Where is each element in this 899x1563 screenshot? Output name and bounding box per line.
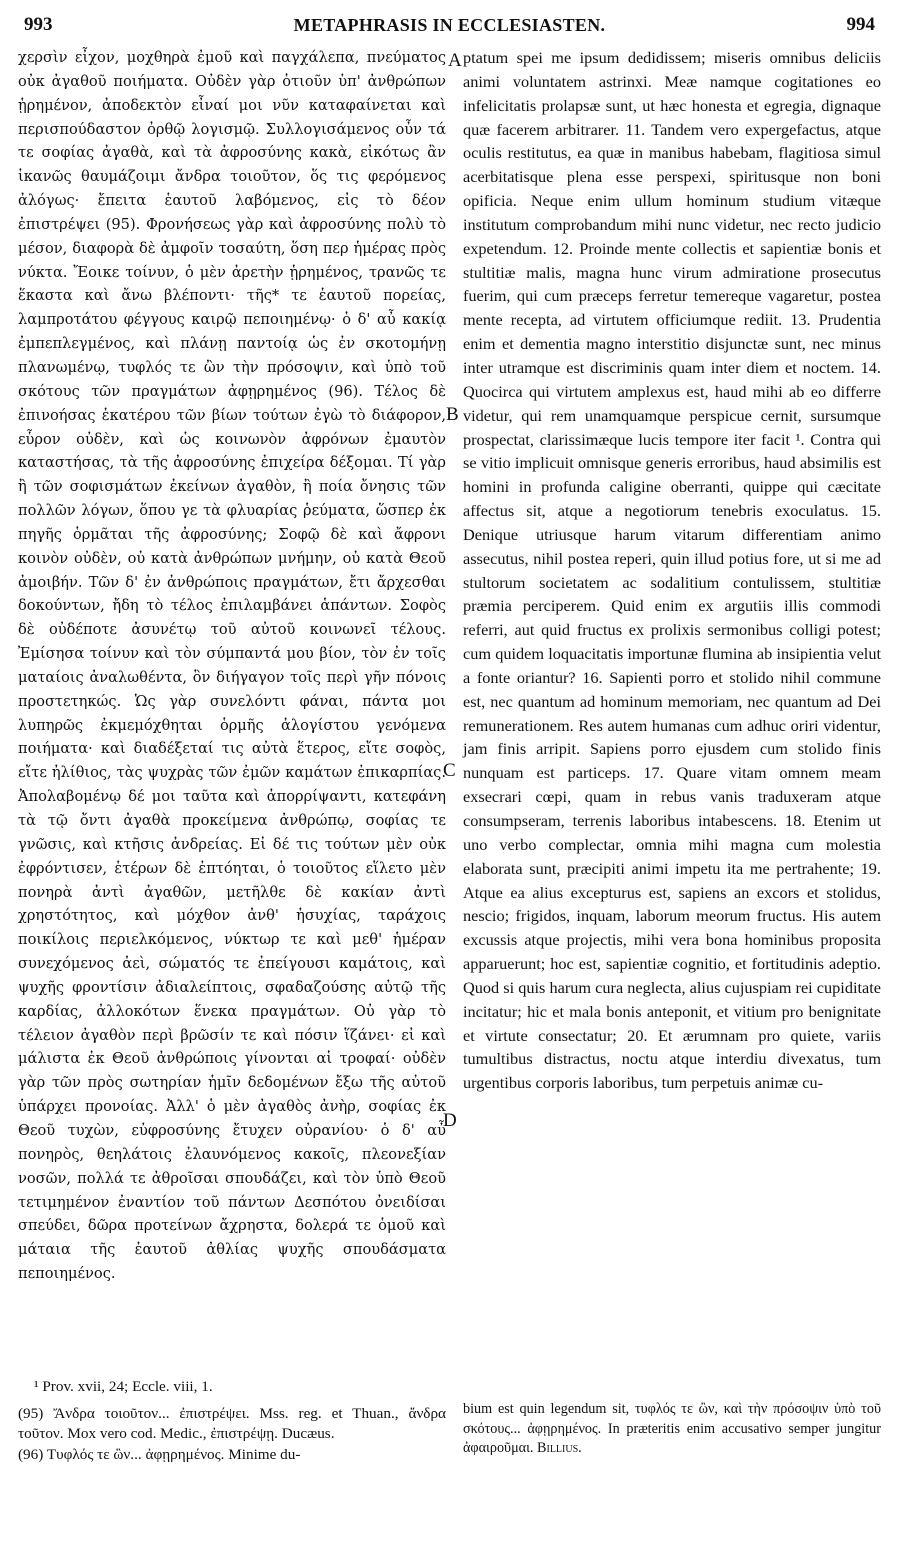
margin-marker-d: D <box>443 1110 457 1131</box>
running-title: METAPHRASIS IN ECCLESIASTEN. <box>293 15 606 35</box>
page-number-left: 993 <box>24 14 53 35</box>
footnotes-left <box>18 1377 446 1465</box>
footnote-96-body: bium est quin legendum sit, τυφλός τε ὢν, καὶ τὴν πρόσοψιν ὑπὸ τοῦ σκότους... ἀφῃρημένος. In præteritis enim accusativo semper jungitur ἀφαιροῦμαι. <box>463 1401 881 1457</box>
latin-column <box>463 46 881 1095</box>
footnote-96-continuation <box>463 1400 881 1459</box>
greek-text: χερσὶν εἶχον, μοχθηρὰ ἐμοῦ καὶ παγχάλεπα, πνεύματος οὐκ ἀγαθοῦ ποιήματα. Οὐδὲν γὰρ ὁτιοῦν ὑπ' ἀνθρώπων ᾑρημένον, ἀποδεκτὸν εἶναί μοι νῦν καταφαίνεται καὶ περισπούδαστον ὀρθῷ λογισμῷ. Συλλογισάμενος οὖν τά τε σοφίας ἀγαθὰ, καὶ τὰ ἀφροσύνης κακὰ, εἰκότως ἂν ἱκανῶς θαυμάζοιμι ἄνδρα τοιοῦτον, ὅς τις φερόμενος ἀλόγως· ἔπειτα ἑαυτοῦ λαβόμενος, εἰς τὸ δέον ἐπιστρέψει (95). Φρονήσεως γὰρ καὶ ἀφροσύνης πολὺ τὸ μέσον, διαφορὰ δὲ ἀμφοῖν τοσαύτη, ὅση περ ἡμέρας πρὸς νύκτα. Ἔοικε τοίνυν, ὁ μὲν ἀρετὴν ᾑρημένος, τρανῶς τε ἕκαστα καὶ ἄνω βλέποντι· τῆς* τε ἑαυτοῦ πορείας, λαμπροτάτου φέγγους καιρῷ πεποιημένῳ· ὁ δ' αὖ κακίᾳ ἐμπεπλεγμένος, καὶ πλάνῃ παντοίᾳ ὡς ἐν σκοτομήνῃ πλανωμένῳ, τυφλός τε ὢν τὴν πρόσοψιν, καὶ ὑπὸ τοῦ σκότους τῶν πραγμάτων ἀφῃρημένος (96). Τέλος δὲ ἐπινοήσας ἑκατέρου τῶν βίων τούτων ἐγὼ τὸ διάφορον, εὗρον οὐδὲν, καὶ ὡς κοινωνὸν ἀφρόνων ἐμαυτὸν καταστήσας, τὰ τῆς ἀφροσύνης ἐπιχείρα δέξομαι. Τί γὰρ ἢ τῶν σοφισμάτων ἐκείνων ἀγαθὸν, ἢ ποία ὄνησις τῶν πολλῶν λόγων, ὅπου γε τὰ φλυαρίας ῥεύματα, ὥσπερ ἐκ πηγῆς ὁρμᾶται τῆς ἀφροσύνης; Σοφῷ δὲ καὶ ἄφρονι κοινὸν οὐδὲν, οὐ κατὰ ἀνθρώπων μνήμην, οὐ κατὰ Θεοῦ ἀμοιβήν. Τῶν δ' ἐν ἀνθρώποις πραγμάτων, ἔτι ἄρχεσθαι δοκούντων, ἤδη τὸ τέλος ἐπιλαμβάνει ἁπάντων. Σοφὸς δὲ οὐδέποτε ἀσυνέτῳ τοῦ αὐτοῦ κοινωνεῖ τέλους. Ἐμίσησα τοίνυν καὶ τὸν σύμπαντά μου βίον, τὸν ἐν τοῖς ματαίοις ἀναλωθέντα, ὃν διήγαγον τοῖς περὶ γῆν πόνοις προστετηκώς. Ὡς γὰρ συνελόντι φάναι, πάντα μοι λυπηρῶς ἐκμεμόχθηται ὁρμῆς ἀλογίστου γενόμενα ποιήματα· καὶ διαδέξεταί τις αὐτὰ ἕτερος, εἴτε σοφὸς, εἴτε ἠλίθιος, τὰς ψυχρὰς τῶν ἐμῶν καμάτων ἐπικαρπίας. Ἀπολαβομένῳ δέ μοι ταῦτα καὶ ἀπορρίψαντι, κατεφάνη τὰ τῷ ὄντι ἀγαθὰ προκείμενα ἀνθρώπῳ, σοφίας τε γνῶσις, καὶ κτῆσις ἀνδρείας. Εἰ δέ τις τούτων μὲν οὐκ ἐφρόντισεν, ἑτέρων δὲ ἐπτόηται, ὁ τοιοῦτος εἵλετο μὲν πονηρὰ ἀντὶ ἀγαθῶν, μετῆλθε δὲ κακίαν ἀντὶ χρηστότητος, καὶ μόχθον ἀνθ' ἡσυχίας, ταράχοις ποικίλοις περιελκόμενος, νύκτωρ τε καὶ μεθ' ἡμέραν συνεχόμενος ἀεὶ, σώματός τε ἐπείγουσι καμάτοις, καὶ ψυχῆς φροντίσιν ἀδιαλείπτοις, σφαδαζούσης αὐτῷ τῆς καρδίας, ἀλλοκότων ἕνεκα πραγμάτων. Οὐ γὰρ τὸ τέλειον ἀγαθὸν περὶ βρῶσίν τε καὶ πόσιν ἵζάνει· εἰ καὶ μάλιστα ἐκ Θεοῦ ἀνθρώποις γίνονται αἱ τροφαί· οὐδὲν γὰρ τῶν πρὸς σωτηρίαν ἡμῖν δεδομένων ἔξω τῆς αὐτοῦ ὑπάρχει προνοίας. Ἀλλ' ὁ μὲν ἀγαθὸς ἀνὴρ, σοφίας ἐκ Θεοῦ τυχὼν, εὐφροσύνης ἔτυχεν οὐρανίου· ὁ δ' αὖ πονηρὸς, θεηλάτοις ἐλαυνόμενος κακοῖς, πλεονεξίαν νοσῶν, πολλά τε ἀθροῖσαι σπουδάζει, καὶ τὸν ὑπὸ Θεοῦ τετιμημένον ἐναντίον τοῦ πάντων Δεσπότου ὀνειδίσαι σπεύδει, δῶρα προτείνων ἄχρηστα, δολερά τε ὁμοῦ καὶ μάταια τῆς ἑαυτοῦ ἀθλίας ψυχῆς σπουδάσματα πεποιημένος. <box>18 49 446 1283</box>
margin-marker-a: A <box>448 50 462 71</box>
greek-column <box>18 46 446 1286</box>
footnote-96-start: (96) Τυφλός τε ὢν... ἀφῃρημένος. Minime du- <box>18 1445 301 1463</box>
margin-marker-c: C <box>443 760 456 781</box>
running-header <box>18 14 881 40</box>
footnotes-right <box>463 1400 881 1459</box>
latin-text: ptatum spei me ipsum dedidissem; miseris omnibus deliciis animi voluntatem astrinxi. Meæ namque cogitationes eo infelicitatis prolapsæ sunt, ut hæc honesta et egregia, dignaque quæ facerem arbitrarer. 11. Tandem vero expergefactus, atque oculis restitutus, ea quæ in manibus habebam, flagitiosa simul acerbitatisque plena esse perspexi, spiritusque non boni opificia. Neque enim ullum hominum studium vitæque institutum comprobandum mihi nunc videtur, nec recto judicio expetendum. 12. Proinde mente collectis et sapientiæ bonis et stultitiæ malis, magna hunc virum admiratione prosecutus fuerim, qui cum præceps ferretur temereque vagaretur, postea mente recepta, ad virtutem officiumque rediit. 13. Prudentia enim et dementia magno interstitio disjunctæ sunt, nec minus inter utramque est discriminis quam inter diem et noctem. 14. Quocirca qui virtutem amplexus est, haud mihi ab eo differre videtur, qui rem unamquamque perspicue cernit, sursumque prospectat, clarissimæque lucis tempore iter facit ¹. Contra qui se vitio implicuit omnisque generis erroribus, haud absimilis est homini in profunda caligine oberranti, quippe qui cæcitate affectus sit, atque a negotiorum tenebris exoculatus. 15. Denique utriusque harum vitarum differentiam animo assecutus, nihil postea reperi, quin illud potius fore, ut si me ad stultorum societatem ac sodalitium contulissem, stultitiæ præmia perciperem. Quid enim ex argutiis illis commodi referri, aut quid fructus ex prolixis sermonibus colligi potest; cum quidem loquacitatis importunæ flumina ab insipientia velut a fonte oriantur? 16. Sapienti porro et stolido nihil commune est, nec quantum ad hominum memoriam, nec quantum ad Dei remunerationem. Res autem humanas cum adhuc oriri videntur, jam finis arripit. Sapiens porro ejusdem cum stolido finis nunquam est particeps. 17. Quare vitam omnem meam exsecrari cœpi, quam in rebus vanis traduxeram atque consumpseram, terrenis laboribus intabescens. 18. Etenim ut uno verbo complectar, omnia mihi magna cum molestia elaborata sunt, præcipiti animi impetu ita me pertrahente; 19. Atque ea alius excepturus est, sapiens an excors et stolidus, nescio; frigidos, inquam, laborum meorum fructus. His autem excussis atque projectis, mihi vera bona hominibus proposita apparuerunt; hoc est, sapientiæ cognitio, et fortitudinis adeptio. Quod si quis harum cura neglecta, alius cujuspiam rei cupiditate incitatur; hic et mala bonis anteponit, et vitium pro benignitate et virtute consectatur; 20. Et ærumnam pro quiete, variis tumultibus distractus, noctu atque interdiu divexatus, tum urgentibus corporis laboribus, tum perpetuis animæ cu- <box>463 48 881 1093</box>
margin-marker-b: B <box>446 404 459 425</box>
scripture-reference: ¹ Prov. xvii, 24; Eccle. viii, 1. <box>34 1378 213 1395</box>
footnote-96-author: Billius. <box>537 1440 582 1457</box>
footnote-95: (95) Ἄνδρα τοιοῦτον... ἐπιστρέψει. Mss. reg. et Thuan., ἄνδρα τοῦτον. Mox vero cod. Medic., ἐπιστρέψῃ. Ducæus. <box>18 1404 446 1443</box>
page-number-right: 994 <box>846 14 875 35</box>
